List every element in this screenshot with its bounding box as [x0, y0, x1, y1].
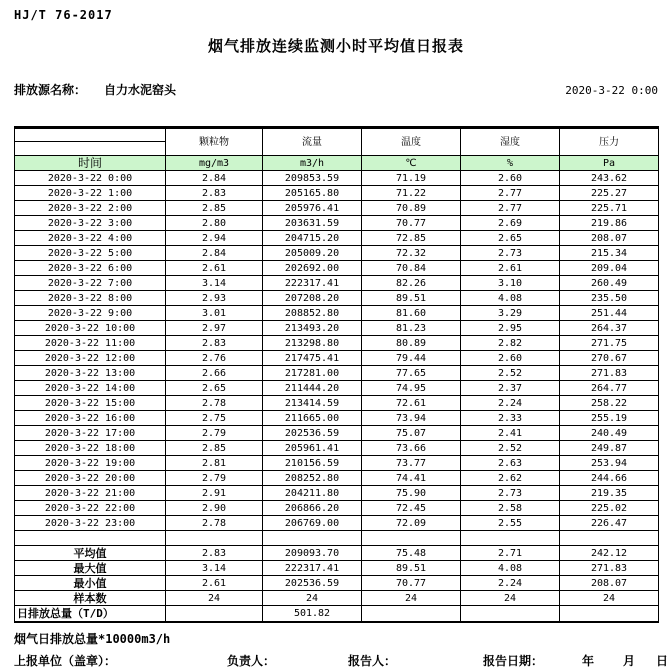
row-value: 258.22 — [560, 396, 659, 411]
row-value: 2.85 — [166, 201, 263, 216]
row-value: 205961.41 — [263, 441, 362, 456]
row-time: 2020-3-22 19:00 — [15, 456, 166, 471]
summary-value: 2.71 — [461, 546, 560, 561]
row-value: 2.60 — [461, 351, 560, 366]
row-value: 264.37 — [560, 321, 659, 336]
table-row — [15, 291, 659, 306]
month-label: 月 — [623, 653, 636, 668]
row-value: 204211.80 — [263, 486, 362, 501]
summary-value: 24 — [560, 591, 659, 606]
row-time: 2020-3-22 5:00 — [15, 246, 166, 261]
row-value: 2.52 — [461, 366, 560, 381]
row-value: 209.04 — [560, 261, 659, 276]
row-value: 2.83 — [166, 186, 263, 201]
row-value: 2.91 — [166, 486, 263, 501]
summary-rows — [15, 546, 659, 622]
data-rows — [15, 171, 659, 531]
row-value: 70.84 — [362, 261, 461, 276]
column-header-temperature: 温度 — [362, 128, 461, 156]
row-value: 211665.00 — [263, 411, 362, 426]
row-value: 2.83 — [166, 336, 263, 351]
row-time: 2020-3-22 20:00 — [15, 471, 166, 486]
row-time: 2020-3-22 23:00 — [15, 516, 166, 531]
footer-note: 烟气日排放总量*10000m3/h — [14, 631, 171, 646]
source-name: 自力水泥窑头 — [104, 83, 177, 97]
unit-flow: m3/h — [263, 156, 362, 171]
row-value: 207208.20 — [263, 291, 362, 306]
table-row — [15, 246, 659, 261]
table-row — [15, 321, 659, 336]
units-row — [15, 156, 659, 171]
row-value: 215.34 — [560, 246, 659, 261]
row-value: 2.84 — [166, 246, 263, 261]
column-header-flow: 流量 — [263, 128, 362, 156]
table-row — [15, 396, 659, 411]
row-value: 3.01 — [166, 306, 263, 321]
summary-value — [560, 606, 659, 622]
row-value: 270.67 — [560, 351, 659, 366]
spacer-cell — [362, 531, 461, 546]
row-value: 2.65 — [166, 381, 263, 396]
summary-value: 3.14 — [166, 561, 263, 576]
summary-value: 89.51 — [362, 561, 461, 576]
row-time: 2020-3-22 15:00 — [15, 396, 166, 411]
summary-value: 501.82 — [263, 606, 362, 622]
source-name-group — [14, 81, 176, 98]
row-value: 208.07 — [560, 231, 659, 246]
summary-label: 平均值 — [15, 546, 166, 561]
row-value: 2.82 — [461, 336, 560, 351]
row-value: 235.50 — [560, 291, 659, 306]
row-value: 225.02 — [560, 501, 659, 516]
row-value: 271.75 — [560, 336, 659, 351]
summary-value: 2.83 — [166, 546, 263, 561]
row-value: 3.10 — [461, 276, 560, 291]
column-header-pressure: 压力 — [560, 128, 659, 156]
unit-humidity: % — [461, 156, 560, 171]
summary-label: 最大值 — [15, 561, 166, 576]
row-time: 2020-3-22 0:00 — [15, 171, 166, 186]
row-value: 2.80 — [166, 216, 263, 231]
time-header: 时间 — [15, 156, 166, 171]
corner-bottom-half — [15, 142, 165, 155]
corner-top-half — [15, 129, 165, 142]
table-row — [15, 516, 659, 531]
row-value: 208252.80 — [263, 471, 362, 486]
row-value: 253.94 — [560, 456, 659, 471]
summary-row — [15, 561, 659, 576]
row-value: 2.37 — [461, 381, 560, 396]
row-value: 255.19 — [560, 411, 659, 426]
row-time: 2020-3-22 14:00 — [15, 381, 166, 396]
row-value: 2.60 — [461, 171, 560, 186]
row-value: 70.77 — [362, 216, 461, 231]
row-value: 225.71 — [560, 201, 659, 216]
table-row — [15, 486, 659, 501]
table-row — [15, 261, 659, 276]
summary-value: 4.08 — [461, 561, 560, 576]
table-row — [15, 456, 659, 471]
row-value: 2.55 — [461, 516, 560, 531]
year-label: 年 — [582, 653, 595, 668]
row-time: 2020-3-22 18:00 — [15, 441, 166, 456]
table-row — [15, 306, 659, 321]
report-date-label: 报告日期： — [483, 653, 544, 668]
row-value: 70.89 — [362, 201, 461, 216]
row-value: 72.32 — [362, 246, 461, 261]
row-value: 206866.20 — [263, 501, 362, 516]
table-row — [15, 471, 659, 486]
spacer-cell — [461, 531, 560, 546]
summary-label: 日排放总量（T/D） — [15, 606, 166, 622]
row-value: 225.27 — [560, 186, 659, 201]
row-value: 80.89 — [362, 336, 461, 351]
spacer-section — [15, 531, 659, 546]
row-time: 2020-3-22 11:00 — [15, 336, 166, 351]
table-row — [15, 441, 659, 456]
row-value: 2.81 — [166, 456, 263, 471]
row-value: 2.90 — [166, 501, 263, 516]
column-header-humidity: 湿度 — [461, 128, 560, 156]
row-value: 4.08 — [461, 291, 560, 306]
row-value: 226.47 — [560, 516, 659, 531]
spacer-cell — [263, 531, 362, 546]
table-row — [15, 351, 659, 366]
page-title: 烟气排放连续监测小时平均值日报表 — [207, 37, 464, 55]
row-value: 2.61 — [166, 261, 263, 276]
summary-value: 209093.70 — [263, 546, 362, 561]
row-value: 72.09 — [362, 516, 461, 531]
row-value: 3.14 — [166, 276, 263, 291]
summary-value — [166, 606, 263, 622]
row-value: 2.73 — [461, 486, 560, 501]
row-value: 2.94 — [166, 231, 263, 246]
source-label: 排放源名称： — [14, 83, 87, 97]
row-value: 2.65 — [461, 231, 560, 246]
column-header-row — [15, 128, 659, 156]
column-header-particulate: 颗粒物 — [166, 128, 263, 156]
row-value: 211444.20 — [263, 381, 362, 396]
row-value: 2.79 — [166, 426, 263, 441]
row-value: 2.69 — [461, 216, 560, 231]
header-corner-cell — [15, 128, 166, 156]
row-value: 3.29 — [461, 306, 560, 321]
row-time: 2020-3-22 10:00 — [15, 321, 166, 336]
row-time: 2020-3-22 21:00 — [15, 486, 166, 501]
row-time: 2020-3-22 9:00 — [15, 306, 166, 321]
table-row — [15, 366, 659, 381]
summary-value: 222317.41 — [263, 561, 362, 576]
row-value: 82.26 — [362, 276, 461, 291]
table-row — [15, 426, 659, 441]
row-value: 73.66 — [362, 441, 461, 456]
row-value: 209853.59 — [263, 171, 362, 186]
row-time: 2020-3-22 17:00 — [15, 426, 166, 441]
spacer-cell — [166, 531, 263, 546]
table-row — [15, 171, 659, 186]
table-row — [15, 411, 659, 426]
row-time: 2020-3-22 8:00 — [15, 291, 166, 306]
row-value: 204715.20 — [263, 231, 362, 246]
row-value: 205976.41 — [263, 201, 362, 216]
report-table — [14, 126, 659, 623]
summary-row — [15, 546, 659, 561]
stamp-label: 上报单位（盖章）： — [14, 653, 117, 668]
row-time: 2020-3-22 22:00 — [15, 501, 166, 516]
row-value: 81.60 — [362, 306, 461, 321]
table-row — [15, 186, 659, 201]
unit-temperature: ℃ — [362, 156, 461, 171]
row-value: 244.66 — [560, 471, 659, 486]
reporter-label: 报告人： — [348, 653, 397, 668]
row-value: 213493.20 — [263, 321, 362, 336]
day-label: 日 — [656, 653, 669, 668]
row-value: 2.76 — [166, 351, 263, 366]
row-time: 2020-3-22 13:00 — [15, 366, 166, 381]
row-value: 2.95 — [461, 321, 560, 336]
row-value: 213298.80 — [263, 336, 362, 351]
row-time: 2020-3-22 16:00 — [15, 411, 166, 426]
row-value: 81.23 — [362, 321, 461, 336]
summary-value: 24 — [461, 591, 560, 606]
row-value: 271.83 — [560, 366, 659, 381]
table-row — [15, 336, 659, 351]
summary-value: 242.12 — [560, 546, 659, 561]
row-value: 2.41 — [461, 426, 560, 441]
report-datetime: 2020-3-22 0:00 — [565, 84, 658, 97]
row-value: 2.93 — [166, 291, 263, 306]
row-time: 2020-3-22 3:00 — [15, 216, 166, 231]
row-value: 2.33 — [461, 411, 560, 426]
row-value: 243.62 — [560, 171, 659, 186]
summary-value: 70.77 — [362, 576, 461, 591]
row-value: 79.44 — [362, 351, 461, 366]
row-value: 75.07 — [362, 426, 461, 441]
row-value: 203631.59 — [263, 216, 362, 231]
row-value: 240.49 — [560, 426, 659, 441]
row-value: 74.41 — [362, 471, 461, 486]
doc-code: HJ/T 76-2017 — [14, 8, 113, 22]
summary-value — [461, 606, 560, 622]
row-time: 2020-3-22 7:00 — [15, 276, 166, 291]
summary-value: 2.61 — [166, 576, 263, 591]
row-value: 71.19 — [362, 171, 461, 186]
summary-row — [15, 591, 659, 606]
spacer-row — [15, 531, 659, 546]
summary-value: 2.24 — [461, 576, 560, 591]
row-value: 208852.80 — [263, 306, 362, 321]
row-value: 202536.59 — [263, 426, 362, 441]
row-value: 89.51 — [362, 291, 461, 306]
row-value: 205165.80 — [263, 186, 362, 201]
row-time: 2020-3-22 6:00 — [15, 261, 166, 276]
row-time: 2020-3-22 12:00 — [15, 351, 166, 366]
source-row — [14, 81, 658, 98]
row-value: 72.45 — [362, 501, 461, 516]
row-value: 264.77 — [560, 381, 659, 396]
table-row — [15, 231, 659, 246]
summary-value: 24 — [166, 591, 263, 606]
signature-row — [0, 652, 672, 670]
table-row — [15, 381, 659, 396]
row-value: 2.78 — [166, 516, 263, 531]
unit-pressure: Pa — [560, 156, 659, 171]
row-value: 219.86 — [560, 216, 659, 231]
summary-label: 样本数 — [15, 591, 166, 606]
row-value: 73.77 — [362, 456, 461, 471]
table-row — [15, 201, 659, 216]
table-row — [15, 216, 659, 231]
responsible-label: 负责人： — [227, 653, 276, 668]
row-value: 217475.41 — [263, 351, 362, 366]
row-value: 2.62 — [461, 471, 560, 486]
row-value: 2.84 — [166, 171, 263, 186]
summary-value: 271.83 — [560, 561, 659, 576]
row-time: 2020-3-22 4:00 — [15, 231, 166, 246]
row-value: 75.90 — [362, 486, 461, 501]
table-row — [15, 276, 659, 291]
summary-value: 202536.59 — [263, 576, 362, 591]
summary-value: 24 — [362, 591, 461, 606]
row-value: 2.77 — [461, 186, 560, 201]
row-value: 206769.00 — [263, 516, 362, 531]
row-value: 2.85 — [166, 441, 263, 456]
row-value: 2.24 — [461, 396, 560, 411]
row-value: 2.61 — [461, 261, 560, 276]
table-row — [15, 501, 659, 516]
summary-label: 最小值 — [15, 576, 166, 591]
summary-value: 75.48 — [362, 546, 461, 561]
spacer-cell — [560, 531, 659, 546]
row-value: 2.97 — [166, 321, 263, 336]
row-value: 219.35 — [560, 486, 659, 501]
summary-value: 208.07 — [560, 576, 659, 591]
row-value: 210156.59 — [263, 456, 362, 471]
row-value: 72.61 — [362, 396, 461, 411]
row-value: 2.78 — [166, 396, 263, 411]
row-value: 2.66 — [166, 366, 263, 381]
row-value: 71.22 — [362, 186, 461, 201]
row-value: 217281.00 — [263, 366, 362, 381]
row-time: 2020-3-22 1:00 — [15, 186, 166, 201]
row-value: 2.77 — [461, 201, 560, 216]
row-value: 202692.00 — [263, 261, 362, 276]
summary-value — [362, 606, 461, 622]
row-value: 74.95 — [362, 381, 461, 396]
summary-row — [15, 576, 659, 591]
row-value: 2.73 — [461, 246, 560, 261]
spacer-cell — [15, 531, 166, 546]
row-value: 72.85 — [362, 231, 461, 246]
row-value: 249.87 — [560, 441, 659, 456]
row-value: 2.58 — [461, 501, 560, 516]
row-value: 205009.20 — [263, 246, 362, 261]
summary-row — [15, 606, 659, 622]
row-value: 222317.41 — [263, 276, 362, 291]
row-value: 251.44 — [560, 306, 659, 321]
row-value: 77.65 — [362, 366, 461, 381]
row-value: 2.75 — [166, 411, 263, 426]
row-value: 73.94 — [362, 411, 461, 426]
unit-particulate: mg/m3 — [166, 156, 263, 171]
row-value: 2.63 — [461, 456, 560, 471]
row-time: 2020-3-22 2:00 — [15, 201, 166, 216]
row-value: 2.79 — [166, 471, 263, 486]
row-value: 2.52 — [461, 441, 560, 456]
row-value: 260.49 — [560, 276, 659, 291]
summary-value: 24 — [263, 591, 362, 606]
row-value: 213414.59 — [263, 396, 362, 411]
